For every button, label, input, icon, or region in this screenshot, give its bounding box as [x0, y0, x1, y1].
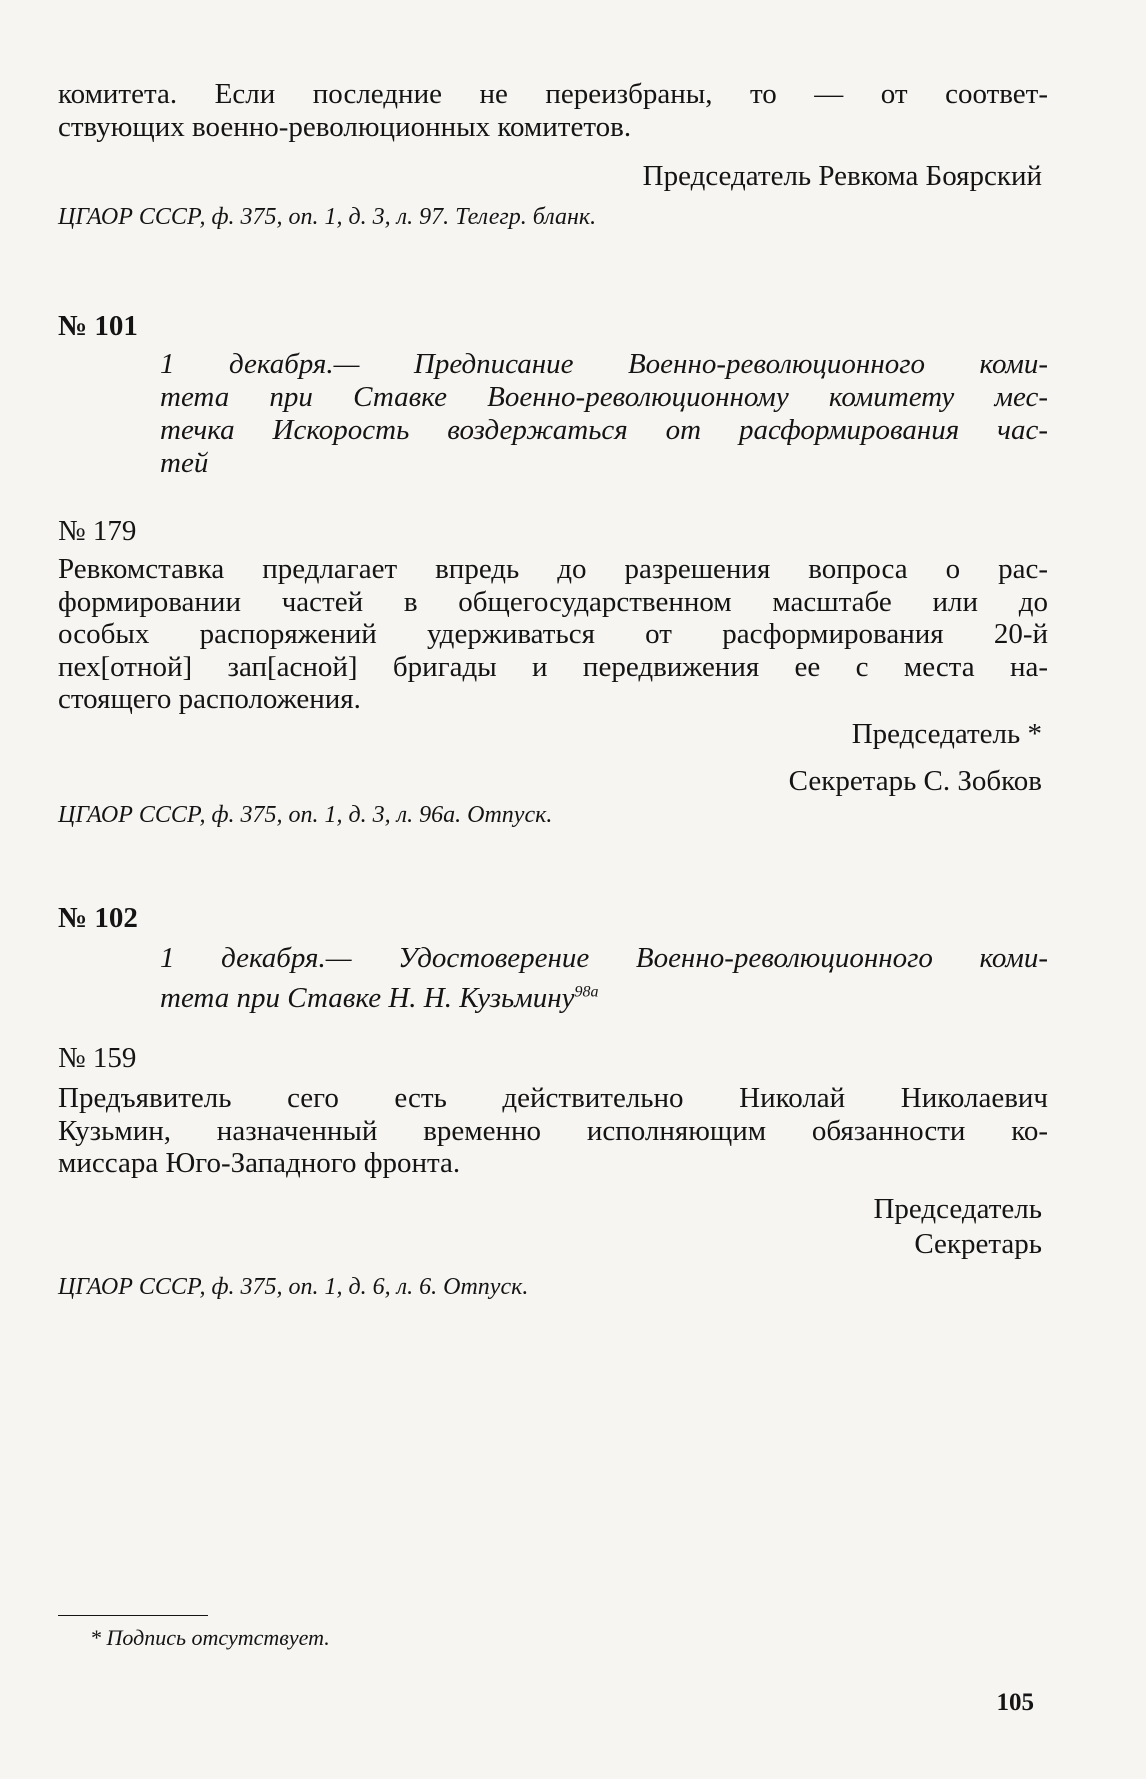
paragraph-line: комитета. Если последние не переизбраны, то — от соответ- [58, 78, 1048, 110]
signature-chair: Председатель * [851, 718, 1042, 750]
heading-line: 1 декабря.— Предписание Военно-революционного коми- [160, 348, 1048, 380]
document-number: № 101 [58, 310, 138, 342]
heading-line: 1 декабря.— Удостоверение Военно-революционного коми- [160, 942, 1048, 974]
body-line: Предъявитель сего есть действительно Николай Николаевич [58, 1082, 1048, 1114]
archive-source: ЦГАОР СССР, ф. 375, оп. 1, д. 6, л. 6. Отпуск. [58, 1274, 529, 1300]
page-number: 105 [996, 1689, 1034, 1716]
heading-line [160, 982, 599, 1014]
document-body [58, 1082, 1048, 1180]
footnote-divider [58, 1615, 208, 1616]
body-line: стоящего расположения. [58, 683, 361, 715]
reference-number: № 179 [58, 515, 137, 547]
body-line: пех[отной] зап[асной] бригады и передвижения ее с места на- [58, 650, 1048, 683]
signature-chair: Председатель Ревкома Боярский [642, 160, 1042, 192]
heading-line: течка Искорость воздержаться от расформирования час- [160, 414, 1048, 446]
reference-number: № 159 [58, 1042, 137, 1074]
heading-line: тей [160, 447, 209, 479]
footnote: * Подпись отсутствует. [90, 1625, 330, 1650]
body-line: формировании частей в общегосударственном масштабе или до [58, 585, 1048, 618]
document-number: № 102 [58, 902, 138, 934]
archive-source: ЦГАОР СССР, ф. 375, оп. 1, д. 3, л. 97. Телегр. бланк. [58, 204, 597, 230]
document-heading [160, 348, 1048, 480]
signature-secretary: Секретарь С. Зобков [788, 765, 1042, 797]
note-marker: 98а [574, 983, 599, 1000]
body-line: миссара Юго-Западного фронта. [58, 1147, 461, 1179]
body-line: особых распоряжений удерживаться от расформирования 20-й [58, 618, 1048, 650]
body-line: Кузьмин, назначенный временно исполняющим обязанности ко- [58, 1114, 1048, 1147]
heading-line: тета при Ставке Военно-революционному комитету мес- [160, 381, 1048, 413]
heading-text: тета при Ставке Н. Н. Кузьмину [160, 981, 575, 1014]
signature-chair: Председатель [873, 1193, 1042, 1225]
archive-source: ЦГАОР СССР, ф. 375, оп. 1, д. 3, л. 96а. Отпуск. [58, 802, 553, 828]
signature-secretary: Секретарь [914, 1228, 1042, 1260]
paragraph-line: ствующих военно-революционных комитетов. [58, 110, 632, 143]
document-heading [160, 942, 1048, 1015]
document-body [58, 553, 1048, 716]
continuation-paragraph [58, 78, 1048, 143]
body-line: Ревкомставка предлагает впредь до разрешения вопроса о рас- [58, 553, 1048, 585]
